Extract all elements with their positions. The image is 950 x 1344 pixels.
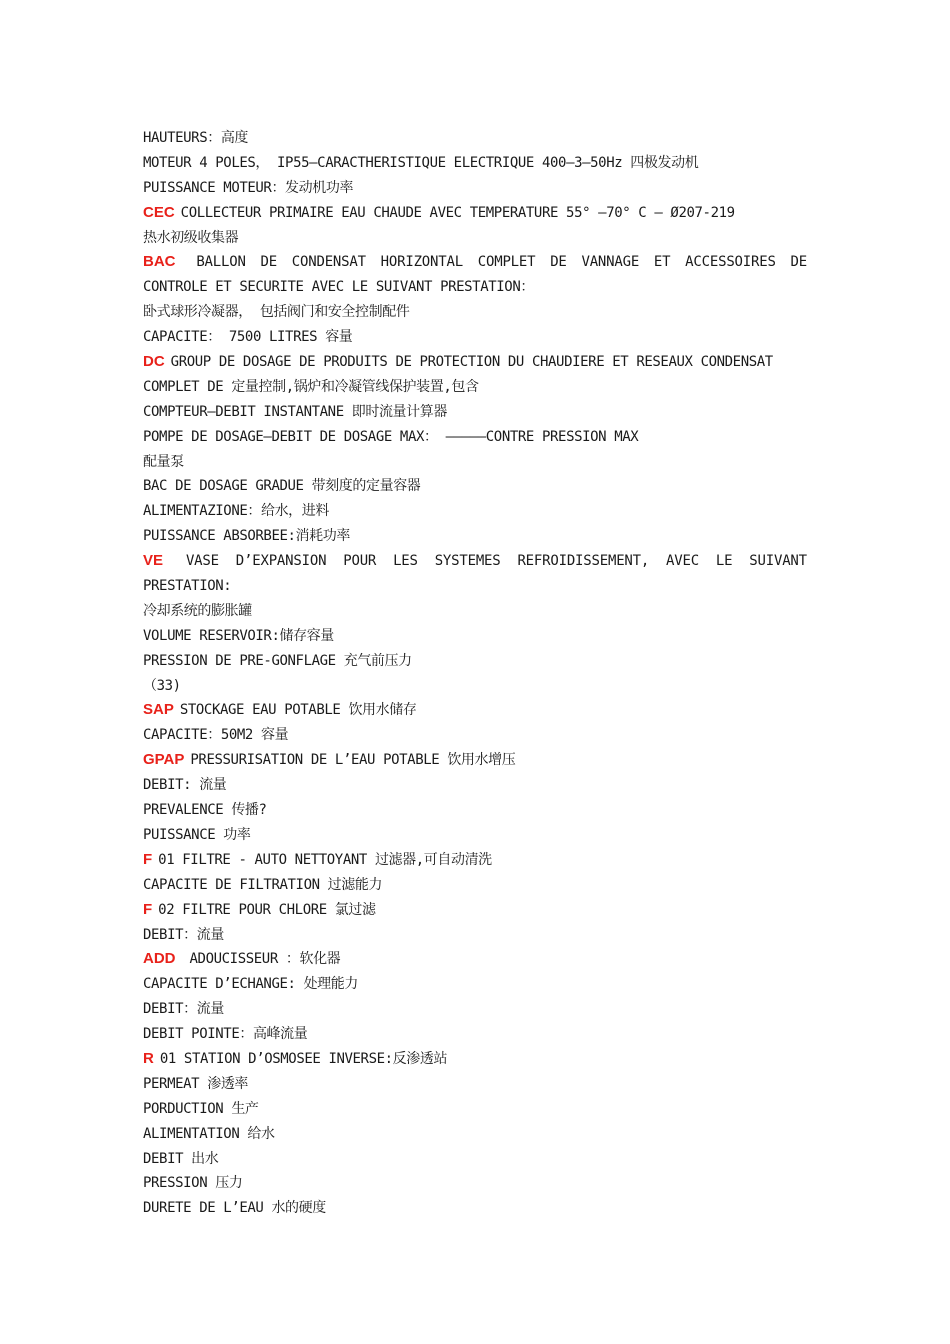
equipment-code: GPAP — [143, 751, 185, 769]
equipment-code: BAC — [143, 253, 176, 271]
document-line — [143, 624, 813, 649]
document-line — [143, 1147, 813, 1172]
document-line — [143, 151, 813, 176]
equipment-code: R — [143, 1049, 154, 1067]
document-line — [143, 524, 813, 549]
line-word: DE — [260, 254, 277, 271]
document-line — [143, 1072, 813, 1097]
line-text: 01 STATION D’OSMOSEE INVERSE:反渗透站 — [159, 1050, 448, 1067]
document-body — [143, 126, 813, 1221]
line-word: DE — [790, 254, 807, 271]
line-text: CAPACITE D’ECHANGE: 处理能力 — [143, 976, 358, 993]
line-word: LES — [393, 553, 418, 570]
line-text: HAUTEURS：高度 — [143, 130, 249, 146]
line-text: DEBIT：流量 — [143, 1001, 224, 1018]
line-text: PERMEAT 渗透率 — [143, 1075, 249, 1092]
document-line — [143, 748, 813, 773]
document-line — [143, 997, 813, 1022]
line-text: 卧式球形冷凝器， 包括阀门和安全控制配件 — [143, 304, 410, 321]
line-word: SUIVANT — [749, 553, 807, 570]
line-word: REFROIDISSEMENT, — [517, 553, 650, 570]
line-text: COLLECTEUR PRIMAIRE EAU CHAUDE AVEC TEMPERATURE 55° —70° C — Ø207-219 — [180, 204, 735, 221]
document-line — [143, 972, 813, 997]
document-line — [143, 848, 813, 873]
document-line — [143, 898, 813, 923]
document-line — [143, 723, 813, 748]
line-word: POUR — [343, 553, 377, 570]
equipment-code: VE — [143, 552, 164, 570]
equipment-code: F — [143, 850, 153, 868]
line-word: BALLON — [196, 254, 246, 271]
line-text: PRESTATION: — [143, 578, 232, 595]
line-text: CAPACITE DE FILTRATION 过滤能力 — [143, 876, 383, 893]
line-text: ALIMENTAZIONE：给水，进料 — [143, 503, 329, 520]
document-line — [143, 1171, 813, 1196]
line-word: VASE — [185, 553, 219, 570]
document-line — [143, 400, 813, 425]
document-line — [143, 1097, 813, 1122]
line-text: CAPACITE： 7500 LITRES 容量 — [143, 329, 353, 346]
document-line — [143, 499, 813, 524]
document-line — [143, 176, 813, 201]
line-text: ALIMENTATION 给水 — [143, 1125, 275, 1142]
line-text: CAPACITE：50M2 容量 — [143, 727, 289, 744]
document-line — [143, 923, 813, 948]
line-text: COMPLET DE 定量控制,锅炉和冷凝管线保护装置,包含 — [143, 378, 479, 395]
line-word: D’EXPANSION — [235, 553, 327, 570]
document-line — [143, 126, 813, 151]
equipment-code: F — [143, 900, 153, 918]
line-text: DURETE DE L’EAU 水的硬度 — [143, 1200, 326, 1217]
line-text: PORDUCTION 生产 — [143, 1100, 259, 1117]
line-word: SYSTEMES — [434, 553, 501, 570]
document-line — [143, 226, 813, 251]
line-text: DEBIT: 流量 — [143, 777, 227, 794]
line-text: COMPTEUR—DEBIT INSTANTANE 即时流量计算器 — [143, 403, 447, 420]
document-line — [143, 425, 813, 450]
document-line — [143, 350, 813, 375]
line-text: PREVALENCE 传播? — [143, 802, 267, 819]
line-word: ACCESSOIRES — [685, 254, 776, 271]
document-line — [143, 1022, 813, 1047]
line-text: POMPE DE DOSAGE—DEBIT DE DOSAGE MAX： ——–——CONTRE PRESSION MAX — [143, 428, 639, 445]
document-line — [143, 250, 807, 275]
line-text: CONTROLE ET SECURITE AVEC LE SUIVANT PRESTATION： — [143, 279, 534, 296]
document-line — [143, 1122, 813, 1147]
line-word: VANNAGE — [581, 254, 640, 271]
equipment-code: SAP — [143, 701, 174, 719]
line-word: COMPLET — [477, 254, 536, 271]
line-text: PUISSANCE ABSORBEE:消耗功率 — [143, 528, 350, 545]
equipment-code: ADD — [143, 950, 176, 968]
line-text: GROUP DE DOSAGE DE PRODUITS DE PROTECTION DU CHAUDIERE ET RESEAUX CONDENSAT — [170, 354, 773, 371]
line-text: 冷却系统的膨胀罐 — [143, 602, 252, 619]
line-text: DEBIT 出水 — [143, 1150, 219, 1167]
document-line — [143, 798, 813, 823]
document-line — [143, 649, 813, 674]
line-text: BAC DE DOSAGE GRADUE 带刻度的定量容器 — [143, 478, 421, 495]
document-line — [143, 574, 813, 599]
document-line — [143, 300, 813, 325]
line-word: HORIZONTAL — [380, 254, 463, 271]
document-line — [143, 1047, 813, 1072]
document-line — [143, 275, 813, 300]
line-text: 02 FILTRE POUR CHLORE 氯过滤 — [158, 901, 376, 918]
line-word: ET — [653, 254, 671, 271]
line-text: 01 FILTRE - AUTO NETTOYANT 过滤器,可自动清洗 — [158, 851, 492, 868]
line-word: CONDENSAT — [291, 254, 366, 271]
equipment-code: DC — [143, 353, 165, 371]
document-line — [143, 450, 813, 475]
document-line — [143, 599, 813, 624]
document-line — [143, 375, 813, 400]
line-text: PUISSANCE 功率 — [143, 826, 251, 843]
line-text: STOCKAGE EAU POTABLE 饮用水储存 — [179, 702, 417, 719]
document-line — [143, 474, 813, 499]
line-text: （33) — [143, 677, 181, 694]
equipment-code: CEC — [143, 203, 175, 221]
line-word: AVEC — [666, 553, 699, 570]
line-text: 热水初级收集器 — [143, 229, 239, 246]
line-word: DE — [550, 254, 567, 271]
line-text: DEBIT POINTE：高峰流量 — [143, 1026, 308, 1043]
document-line — [143, 773, 813, 798]
line-text: 配量泵 — [143, 453, 184, 470]
document-line — [143, 873, 813, 898]
line-text: DEBIT：流量 — [143, 926, 224, 943]
line-text: PRESSION 压力 — [143, 1175, 243, 1192]
line-text: ADOUCISSEUR ：软化器 — [181, 951, 341, 968]
line-text: PUISSANCE MOTEUR：发动机功率 — [143, 179, 354, 196]
document-line — [143, 947, 813, 972]
line-text: PRESSURISATION DE L’EAU POTABLE 饮用水增压 — [190, 752, 516, 769]
document-line — [143, 674, 813, 699]
line-text: PRESSION DE PRE-GONFLAGE 充气前压力 — [143, 652, 412, 669]
document-line — [143, 549, 807, 574]
document-line — [143, 823, 813, 848]
line-word: LE — [715, 553, 733, 570]
document-line — [143, 325, 813, 350]
line-text: VOLUME RESERVOIR:储存容量 — [143, 627, 334, 644]
line-text: MOTEUR 4 POLES， IP55—CARACTHERISTIQUE ELECTRIQUE 400—3—50Hz 四极发动机 — [143, 154, 699, 171]
document-line — [143, 698, 813, 723]
document-line — [143, 201, 813, 226]
document-line — [143, 1196, 813, 1221]
